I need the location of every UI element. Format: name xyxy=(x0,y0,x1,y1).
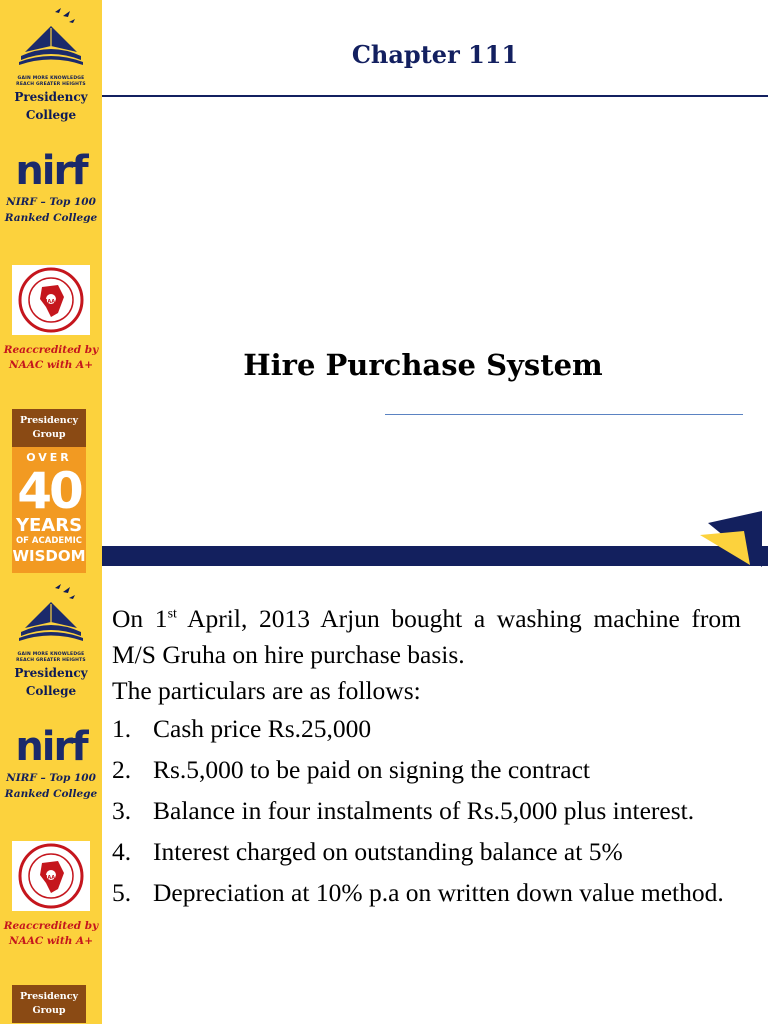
list-item xyxy=(112,793,741,829)
nirf-logo: nirf xyxy=(15,724,87,770)
naac-seal-icon xyxy=(18,267,84,333)
naac-seal-text: NAAC xyxy=(43,299,59,305)
nirf-caption-1: NIRF – Top 100 xyxy=(6,196,96,208)
group-label-1: Presidency xyxy=(19,415,79,426)
naac-block xyxy=(0,265,102,373)
group-label xyxy=(12,409,86,447)
particulars-heading: The particulars are as follows: xyxy=(112,676,421,705)
list-item-text: Cash price Rs.25,000 xyxy=(153,714,372,743)
naac-seal-text: NAAC xyxy=(43,875,59,881)
list-item-text: Balance in four instalments of Rs.5,000 plus interest. xyxy=(153,796,695,825)
sidebar xyxy=(0,0,102,576)
list-item xyxy=(112,875,741,911)
group-block xyxy=(12,409,86,573)
years-academic: OF ACADEMIC xyxy=(15,536,83,546)
book-birds-icon xyxy=(11,6,91,72)
naac-caption-2: NAAC with A+ xyxy=(8,935,93,947)
college-tagline-2: REACH GREATER HEIGHTS xyxy=(16,82,86,87)
naac-block xyxy=(0,841,102,949)
list-item-text: Interest charged on outstanding balance at 5% xyxy=(153,837,623,866)
particulars-list xyxy=(112,711,741,911)
top-divider xyxy=(102,95,768,97)
college-tagline-1: GAIN MORE KNOWLEDGE xyxy=(17,652,85,657)
list-item-number: 3. xyxy=(112,796,132,825)
book-birds-icon xyxy=(11,582,91,648)
list-item xyxy=(112,834,741,870)
group-label-2: Group xyxy=(32,429,66,440)
naac-caption-1: Reaccredited by xyxy=(3,344,99,356)
college-tagline-2: REACH GREATER HEIGHTS xyxy=(16,658,86,663)
intro-sup: st xyxy=(167,606,177,622)
group-label-1: Presidency xyxy=(19,991,79,1002)
bottom-band xyxy=(102,546,768,566)
content-slide xyxy=(0,576,768,1024)
list-item-number: 1. xyxy=(112,714,132,743)
years-number: 40 xyxy=(17,462,81,520)
group-label-2: Group xyxy=(32,1005,66,1016)
title-underline xyxy=(385,414,743,415)
slide-content xyxy=(112,601,741,916)
nirf-caption-2: Ranked College xyxy=(4,788,98,800)
list-item-number: 5. xyxy=(112,878,132,907)
sidebar xyxy=(0,576,102,1024)
years-wisdom: WISDOM xyxy=(12,547,86,565)
group-label xyxy=(12,985,86,1023)
college-logo xyxy=(0,582,102,700)
chapter-title: Chapter 111 xyxy=(351,40,519,69)
years-badge xyxy=(12,447,86,573)
corner-chevron-icon xyxy=(690,505,768,571)
nirf-logo: nirf xyxy=(15,148,87,194)
years-over: OVER xyxy=(26,451,72,464)
naac-caption-1: Reaccredited by xyxy=(3,920,99,932)
intro-before-sup: On 1 xyxy=(112,604,168,633)
college-tagline-1: GAIN MORE KNOWLEDGE xyxy=(17,76,85,81)
intro-paragraph xyxy=(112,601,741,673)
list-item-text: Depreciation at 10% p.a on written down value method. xyxy=(153,878,724,907)
years-word: YEARS xyxy=(15,515,83,536)
list-item-number: 2. xyxy=(112,755,132,784)
list-item xyxy=(112,752,741,788)
naac-seal xyxy=(12,841,90,911)
college-name-1: Presidency xyxy=(14,90,88,104)
naac-caption-2: NAAC with A+ xyxy=(8,359,93,371)
group-block xyxy=(12,985,86,1023)
naac-seal-icon xyxy=(18,843,84,909)
college-name-2: College xyxy=(25,108,77,122)
list-item xyxy=(112,711,741,747)
nirf-block xyxy=(0,724,102,802)
naac-seal xyxy=(12,265,90,335)
college-name-2: College xyxy=(25,684,77,698)
list-item-text: Rs.5,000 to be paid on signing the contract xyxy=(153,755,590,784)
nirf-caption-1: NIRF – Top 100 xyxy=(6,772,96,784)
list-item-number: 4. xyxy=(112,837,132,866)
nirf-caption-2: Ranked College xyxy=(4,212,98,224)
college-logo xyxy=(0,6,102,124)
intro-after-sup: April, 2013 Arjun bought a washing machine from M/S Gruha on hire purchase basis. xyxy=(112,604,741,669)
slide-title: Hire Purchase System xyxy=(243,348,603,382)
college-name-1: Presidency xyxy=(14,666,88,680)
nirf-block xyxy=(0,148,102,226)
